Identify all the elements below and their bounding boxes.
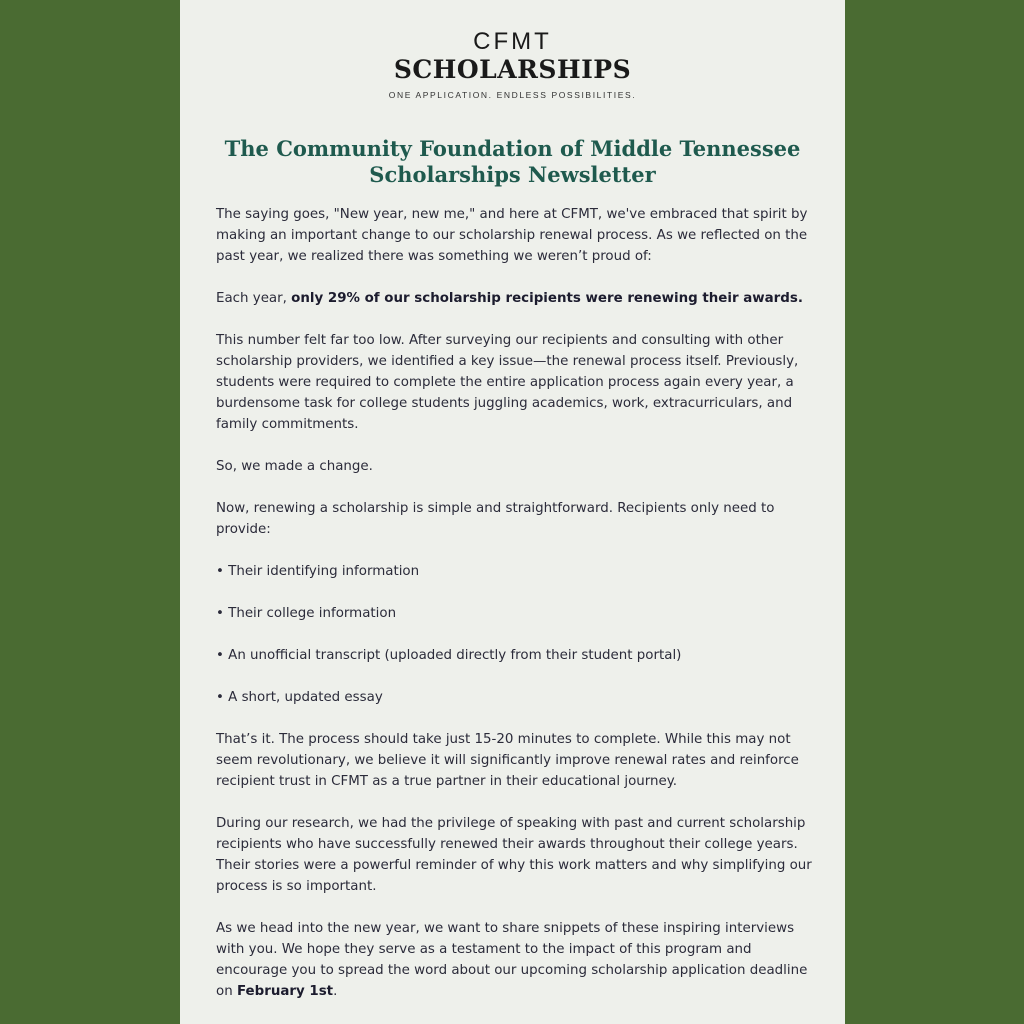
bullet-item: • Their college information (216, 606, 397, 621)
paragraph-change: So, we made a change. (216, 459, 373, 474)
paragraph-conclusion: That’s it. The process should take just 15-20 minutes to complete. While this may not seem revolutionary, we believe it will significantly improve renewal rates and reinforce recipient trust in CFMT as a true partner in their educational journey. (216, 732, 799, 789)
paragraph-requirements-intro: Now, renewing a scholarship is simple and straightforward. Recipients only need to provide: (216, 501, 775, 537)
closing-period: . (333, 984, 338, 999)
newsletter-body (216, 204, 816, 1023)
paragraph-problem: This number felt far too low. After surveying our recipients and consulting with other scholarship providers, we identified a key issue—the renewal process itself. Previously, students were required to complete the entire application process again every year, a burdensome task for college students juggling academics, work, extracurriculars, and family commitments. (216, 333, 799, 432)
cfmt-scholarships-logo (180, 30, 845, 100)
paragraph-renewal-stat (216, 288, 816, 309)
paragraph-intro: The saying goes, "New year, new me," and here at CFMT, we've embraced that spirit by making an important change to our scholarship renewal process. As we reflected on the past year, we realized there was something we weren’t proud of: (216, 207, 808, 264)
renewal-stat-highlight: only 29% of our scholarship recipients were renewing their awards. (291, 291, 803, 306)
logo-scholarships-text: SCHOLARSHIPS (393, 55, 632, 84)
newsletter-title: The Community Foundation of Middle Tennessee Scholarships Newsletter (224, 136, 801, 187)
renewal-stat-prefix: Each year, (216, 291, 292, 306)
newsletter-page (180, 0, 845, 1024)
logo-tagline: ONE APPLICATION. ENDLESS POSSIBILITIES. (388, 90, 637, 100)
closing-text: As we head into the new year, we want to share snippets of these inspiring interviews with you. We hope they serve as a testament to the impact of this program and encourage you to spread the word about our upcoming scholarship application deadline on (216, 921, 808, 999)
paragraph-research: During our research, we had the privilege of speaking with past and current scholarship recipients who have successfully renewed their awards throughout their college years. Their stories were a powerful reminder of why this work matters and why simplifying our process is so important. (216, 816, 812, 894)
bullet-item: • A short, updated essay (216, 690, 383, 705)
bullet-item: • An unofficial transcript (uploaded directly from their student portal) (216, 648, 682, 663)
bullet-item: • Their identifying information (216, 564, 420, 579)
deadline-date: February 1st (236, 984, 334, 999)
logo-cfmt-text: CFMT (473, 28, 552, 55)
paragraph-closing (216, 918, 816, 1002)
